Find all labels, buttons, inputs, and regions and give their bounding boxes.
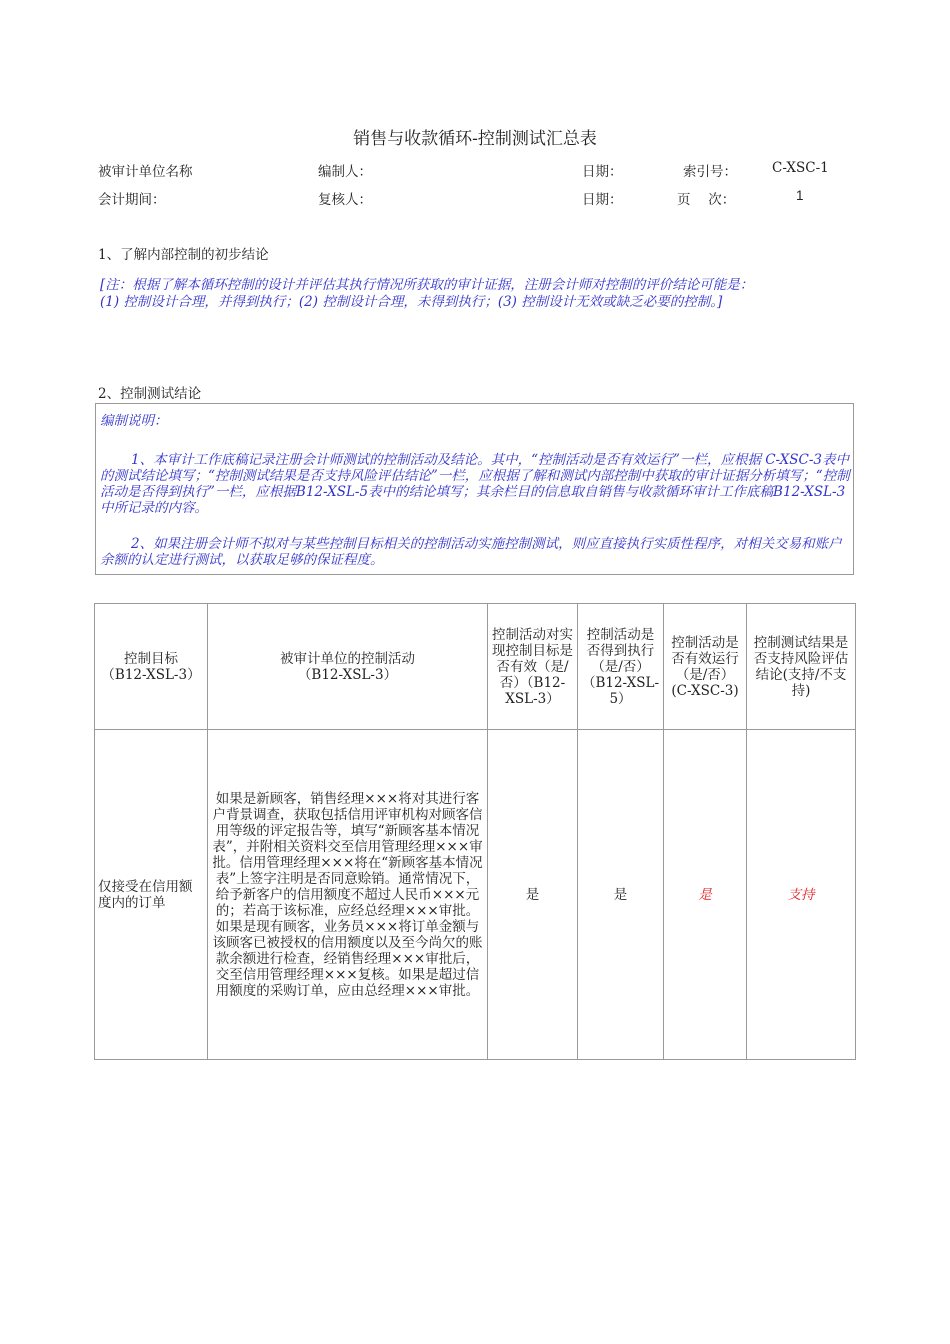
section2-heading: 2、控制测试结论 bbox=[98, 386, 202, 402]
header-objective-title: 控制目标 bbox=[124, 650, 178, 667]
instruction-title: 编制说明： bbox=[100, 413, 168, 429]
control-test-table bbox=[94, 603, 856, 1060]
cell-objective: 仅接受在信用额度内的订单 bbox=[95, 730, 208, 1060]
page-title: 销售与收款循环-控制测试汇总表 bbox=[353, 129, 597, 149]
preparer-label: 编制人： bbox=[318, 164, 372, 180]
table-header-row bbox=[95, 604, 856, 730]
table-row bbox=[95, 730, 856, 1060]
date-label-2: 日期： bbox=[582, 192, 623, 208]
header-activity bbox=[208, 604, 488, 730]
header-supports: 控制测试结果是否支持风险评估结论(支持/不支持) bbox=[747, 604, 856, 730]
header-effective-design: 控制活动对实现控制目标是否有效（是/否）（B12-XSL-3） bbox=[488, 604, 578, 730]
section1-note-line1: [注：根据了解本循环控制的设计并评估其执行情况所获取的审计证据，注册会计师对控制的评价结论可能是： bbox=[100, 277, 754, 293]
cell-operating: 是 bbox=[664, 730, 747, 1060]
instruction-para1: 1、本审计工作底稿记录注册会计师测试的控制活动及结论。其中，“控制活动是否有效运行”一栏，应根据 C-XSC-3表中的测试结论填写；“控制测试结果是否支持风险评估结论”一栏，应根据了解和测试内部控制中获取的审计证据分析填写；“控制活动是否得到执行”一栏，应根据B12-XSL-5表中的结论填写；其余栏目的信息取自销售与收款循环审计工作底稿B12-XSL-3中所记录的内容。 bbox=[100, 452, 850, 516]
header-objective bbox=[95, 604, 208, 730]
instruction-para2: 2、如果注册会计师不拟对与某些控制目标相关的控制活动实施控制测试，则应直接执行实质性程序，对相关交易和账户余额的认定进行测试，以获取足够的保证程度。 bbox=[100, 536, 842, 568]
index-label: 索引号： bbox=[683, 164, 737, 180]
date-label-1: 日期： bbox=[582, 164, 623, 180]
entity-label: 被审计单位名称 bbox=[98, 164, 193, 180]
cell-implemented: 是 bbox=[578, 730, 664, 1060]
header-operating: 控制活动是否有效运行（是/否）(C-XSC-3) bbox=[664, 604, 747, 730]
cell-effective-design: 是 bbox=[488, 730, 578, 1060]
header-implemented: 控制活动是否得到执行（是/否）（B12-XSL-5） bbox=[578, 604, 664, 730]
header-activity-title: 被审计单位的控制活动 bbox=[280, 650, 415, 667]
page-value: 1 bbox=[796, 188, 804, 203]
period-label: 会计期间： bbox=[98, 192, 166, 208]
index-value: C-XSC-1 bbox=[772, 160, 829, 176]
cell-activity: 如果是新顾客，销售经理×××将对其进行客户背景调查，获取包括信用评审机构对顾客信用等级的评定报告等，填写“新顾客基本情况表”，并附相关资料交至信用管理经理×××审批。信用管理经理×××将在“新顾客基本情况表”上签字注明是否同意赊销。通常情况下，给予新客户的信用额度不超过人民币×××元的；若高于该标准，应经总经理×××审批。 如果是现有顾客，业务员×××将订单金额与该顾客已被授权的信用额度以及至今尚欠的账款余额进行检查，经销售经理×××审批后，交至信用管理经理×××复核。如果是超过信用额度的采购订单，应由总经理×××审批。 bbox=[208, 730, 488, 1060]
instruction-box bbox=[95, 403, 854, 575]
section1-note-line2: (1) 控制设计合理，并得到执行；(2) 控制设计合理，未得到执行；(3) 控制设计无效或缺乏必要的控制。] bbox=[100, 294, 723, 310]
reviewer-label: 复核人： bbox=[318, 192, 372, 208]
header-objective-ref: （B12-XSL-3） bbox=[101, 666, 201, 683]
page-label: 页 次： bbox=[677, 192, 736, 208]
section1-heading: 1、了解内部控制的初步结论 bbox=[98, 247, 269, 263]
cell-supports: 支持 bbox=[747, 730, 856, 1060]
header-activity-ref: （B12-XSL-3） bbox=[297, 666, 398, 683]
